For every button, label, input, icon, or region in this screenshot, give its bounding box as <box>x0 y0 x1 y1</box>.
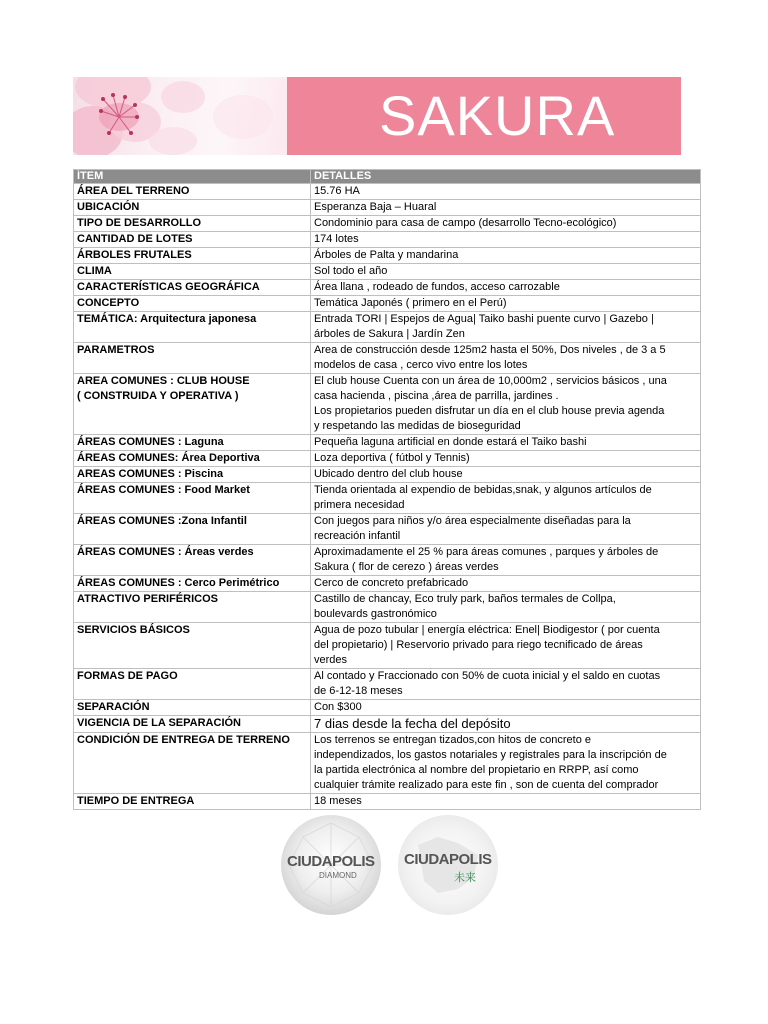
row-detail-text: primera necesidad <box>314 499 405 511</box>
row-detail-text: del propietario) | Reservorio privado para riego tecnificado de áreas <box>314 639 643 651</box>
details-table <box>73 169 701 810</box>
table-row <box>74 545 701 576</box>
row-detail-cell <box>311 248 701 264</box>
row-detail-cell <box>311 451 701 467</box>
row-detail-text: Sol todo el año <box>314 265 388 277</box>
table-row <box>74 216 701 232</box>
row-item-cell <box>74 514 311 545</box>
row-detail-cell <box>311 733 701 794</box>
row-detail-cell <box>311 623 701 669</box>
table-header-row <box>74 170 701 184</box>
table-row <box>74 184 701 200</box>
row-item-cell <box>74 576 311 592</box>
row-item-label: ( CONSTRUIDA Y OPERATIVA ) <box>77 390 239 402</box>
row-item-cell <box>74 374 311 435</box>
row-detail-text: 18 meses <box>314 795 362 807</box>
row-detail-cell <box>311 374 701 435</box>
row-detail-text: modelos de casa , cerco vivo entre los lotes <box>314 359 528 371</box>
row-detail-cell <box>311 592 701 623</box>
row-detail-cell <box>311 483 701 514</box>
row-detail-text: árboles de Sakura | Jardín Zen <box>314 328 465 340</box>
row-item-label: TEMÁTICA: Arquitectura japonesa <box>77 313 257 325</box>
row-item-cell <box>74 716 311 733</box>
row-item-label: ÁREAS COMUNES : Cerco Perimétrico <box>77 577 280 589</box>
row-detail-text: Castillo de chancay, Eco truly park, baños termales de Collpa, <box>314 593 616 605</box>
banner-title: SAKURA <box>379 84 616 147</box>
row-item-label: TIPO DE DESARROLLO <box>77 217 202 229</box>
developer-logos <box>259 815 507 915</box>
row-item-label: CONCEPTO <box>77 297 140 309</box>
row-item-label: ÁREAS COMUNES : Food Market <box>77 484 250 496</box>
row-item-cell <box>74 264 311 280</box>
row-item-label: CANTIDAD DE LOTES <box>77 233 193 245</box>
row-detail-cell <box>311 280 701 296</box>
row-detail-text: Cerco de concreto prefabricado <box>314 577 469 589</box>
table-row <box>74 264 701 280</box>
row-detail-text: 174 lotes <box>314 233 359 245</box>
row-detail-cell <box>311 669 701 700</box>
row-detail-text: Temática Japonés ( primero en el Perú) <box>314 297 507 309</box>
row-detail-cell <box>311 184 701 200</box>
row-detail-text: Área llana , rodeado de fundos, acceso carrozable <box>314 281 560 293</box>
ciudapolis-mirai-logo <box>398 815 498 915</box>
row-item-cell <box>74 623 311 669</box>
table-row <box>74 514 701 545</box>
row-detail-cell <box>311 514 701 545</box>
row-detail-cell <box>311 467 701 483</box>
row-detail-text: 15.76 HA <box>314 185 360 197</box>
row-item-cell <box>74 280 311 296</box>
row-item-cell <box>74 467 311 483</box>
header-item: ÍTEM <box>74 170 311 184</box>
table-row <box>74 232 701 248</box>
table-row <box>74 280 701 296</box>
row-item-label: VIGENCIA DE LA SEPARACIÓN <box>77 717 241 729</box>
table-row <box>74 716 701 733</box>
row-item-label: ÁREAS COMUNES : Laguna <box>77 436 224 448</box>
table-row <box>74 435 701 451</box>
row-item-label: AREAS COMUNES : Piscina <box>77 468 224 480</box>
row-detail-text: Con juegos para niños y/o área especialmente diseñadas para la <box>314 515 631 527</box>
row-detail-text: Esperanza Baja – Huaral <box>314 201 437 213</box>
table-row <box>74 794 701 810</box>
row-item-cell <box>74 592 311 623</box>
table-row <box>74 451 701 467</box>
table-row <box>74 576 701 592</box>
row-detail-text: Árboles de Palta y mandarina <box>314 249 459 261</box>
banner-title-box <box>287 77 681 155</box>
row-detail-cell <box>311 264 701 280</box>
row-detail-cell <box>311 545 701 576</box>
row-detail-cell <box>311 576 701 592</box>
row-detail-cell <box>311 700 701 716</box>
row-detail-cell <box>311 716 701 733</box>
row-item-label: ÁREAS COMUNES : Áreas verdes <box>77 546 254 558</box>
row-detail-cell <box>311 343 701 374</box>
row-item-label: ÁREAS COMUNES :Zona Infantil <box>77 515 247 527</box>
logo-left-sub: DIAMOND <box>319 871 357 880</box>
row-item-label: ÁRBOLES FRUTALES <box>77 249 192 261</box>
row-item-label: SERVICIOS BÁSICOS <box>77 624 190 636</box>
row-detail-text: 7 dias desde la fecha del depósito <box>314 716 511 731</box>
row-detail-text: Al contado y Fraccionado con 50% de cuota inicial y el saldo en cuotas <box>314 670 661 682</box>
row-item-cell <box>74 184 311 200</box>
row-detail-text: El club house Cuenta con un área de 10,000m2 , servicios básicos , una <box>314 375 667 387</box>
logo-left-name: CIUDAPOLIS <box>287 853 375 870</box>
row-item-label: UBICACIÓN <box>77 201 140 213</box>
row-item-label: ATRACTIVO PERIFÉRICOS <box>77 593 218 605</box>
table-row <box>74 483 701 514</box>
header-banner <box>73 77 681 155</box>
row-item-cell <box>74 312 311 343</box>
row-item-cell <box>74 733 311 794</box>
row-item-label: TIEMPO DE ENTREGA <box>77 795 195 807</box>
row-item-label: ÁREA DEL TERRENO <box>77 185 190 197</box>
table-row <box>74 248 701 264</box>
row-detail-text: Con $300 <box>314 701 362 713</box>
ciudapolis-diamond-logo <box>281 815 381 915</box>
row-detail-text: Condominio para casa de campo (desarrollo Tecno-ecológico) <box>314 217 617 229</box>
row-detail-text: Aproximadamente el 25 % para áreas comunes , parques y árboles de <box>314 546 659 558</box>
row-item-label: FORMAS DE PAGO <box>77 670 178 682</box>
table-row <box>74 733 701 794</box>
row-item-cell <box>74 216 311 232</box>
row-item-cell <box>74 451 311 467</box>
row-item-label: CARACTERÍSTICAS GEOGRÁFICA <box>77 281 260 293</box>
row-detail-cell <box>311 216 701 232</box>
row-item-cell <box>74 545 311 576</box>
row-item-label: AREA COMUNES : CLUB HOUSE <box>77 375 250 387</box>
row-detail-text: la partida electrónica al nombre del propietario en RRPP, así como <box>314 764 639 776</box>
row-detail-text: cualquier trámite realizado para este fin , son de cuenta del comprador <box>314 779 659 791</box>
row-detail-text: Los propietarios pueden disfrutar un día en el club house previa agenda <box>314 405 665 417</box>
row-item-label: SEPARACIÓN <box>77 701 150 713</box>
row-detail-text: Sakura ( flor de cerezo ) áreas verdes <box>314 561 499 573</box>
row-detail-cell <box>311 794 701 810</box>
row-item-label: PARAMETROS <box>77 344 155 356</box>
row-detail-cell <box>311 200 701 216</box>
row-item-cell <box>74 794 311 810</box>
table-row <box>74 669 701 700</box>
row-detail-cell <box>311 296 701 312</box>
logo-right-name: CIUDAPOLIS <box>404 851 492 868</box>
table-row <box>74 312 701 343</box>
row-detail-cell <box>311 312 701 343</box>
table-row <box>74 467 701 483</box>
row-detail-text: Loza deportiva ( fútbol y Tennis) <box>314 452 470 464</box>
row-item-cell <box>74 248 311 264</box>
row-detail-text: Pequeña laguna artificial en donde estará el Taiko bashi <box>314 436 587 448</box>
table-row <box>74 374 701 435</box>
row-item-cell <box>74 343 311 374</box>
table-row <box>74 700 701 716</box>
table-row <box>74 296 701 312</box>
row-detail-text: y respetando las medidas de bioseguridad <box>314 420 521 432</box>
row-item-cell <box>74 200 311 216</box>
row-item-label: ÁREAS COMUNES: Área Deportiva <box>77 452 260 464</box>
row-detail-text: Los terrenos se entregan tizados,con hitos de concreto e <box>314 734 592 746</box>
table-row <box>74 592 701 623</box>
row-item-cell <box>74 296 311 312</box>
row-detail-text: boulevards gastronómico <box>314 608 437 620</box>
row-item-cell <box>74 483 311 514</box>
row-detail-text: de 6-12-18 meses <box>314 685 403 697</box>
row-item-cell <box>74 700 311 716</box>
sakura-blossom-image <box>73 77 287 155</box>
row-detail-text: Entrada TORI | Espejos de Agua| Taiko bashi puente curvo | Gazebo | <box>314 313 654 325</box>
row-detail-text: casa hacienda , piscina ,área de parrilla, jardines . <box>314 390 559 402</box>
header-detail: DETALLES <box>311 170 701 184</box>
row-item-cell <box>74 232 311 248</box>
row-detail-text: Tienda orientada al expendio de bebidas,snak, y algunos artículos de <box>314 484 652 496</box>
table-row <box>74 343 701 374</box>
row-detail-cell <box>311 435 701 451</box>
row-detail-text: verdes <box>314 654 348 666</box>
row-detail-text: Area de construcción desde 125m2 hasta el 50%, Dos niveles , de 3 a 5 <box>314 344 666 356</box>
row-item-cell <box>74 435 311 451</box>
row-item-label: CONDICIÓN DE ENTREGA DE TERRENO <box>77 734 290 746</box>
row-item-label: CLIMA <box>77 265 112 277</box>
logo-right-sub: 未来 <box>454 872 476 884</box>
table-row <box>74 623 701 669</box>
row-detail-text: Ubicado dentro del club house <box>314 468 463 480</box>
table-row <box>74 200 701 216</box>
row-detail-text: recreación infantil <box>314 530 401 542</box>
row-detail-cell <box>311 232 701 248</box>
row-detail-text: independizados, los gastos notariales y registrales para la inscripción de <box>314 749 667 761</box>
row-detail-text: Agua de pozo tubular | energía eléctrica: Enel| Biodigestor ( por cuenta <box>314 624 660 636</box>
row-item-cell <box>74 669 311 700</box>
